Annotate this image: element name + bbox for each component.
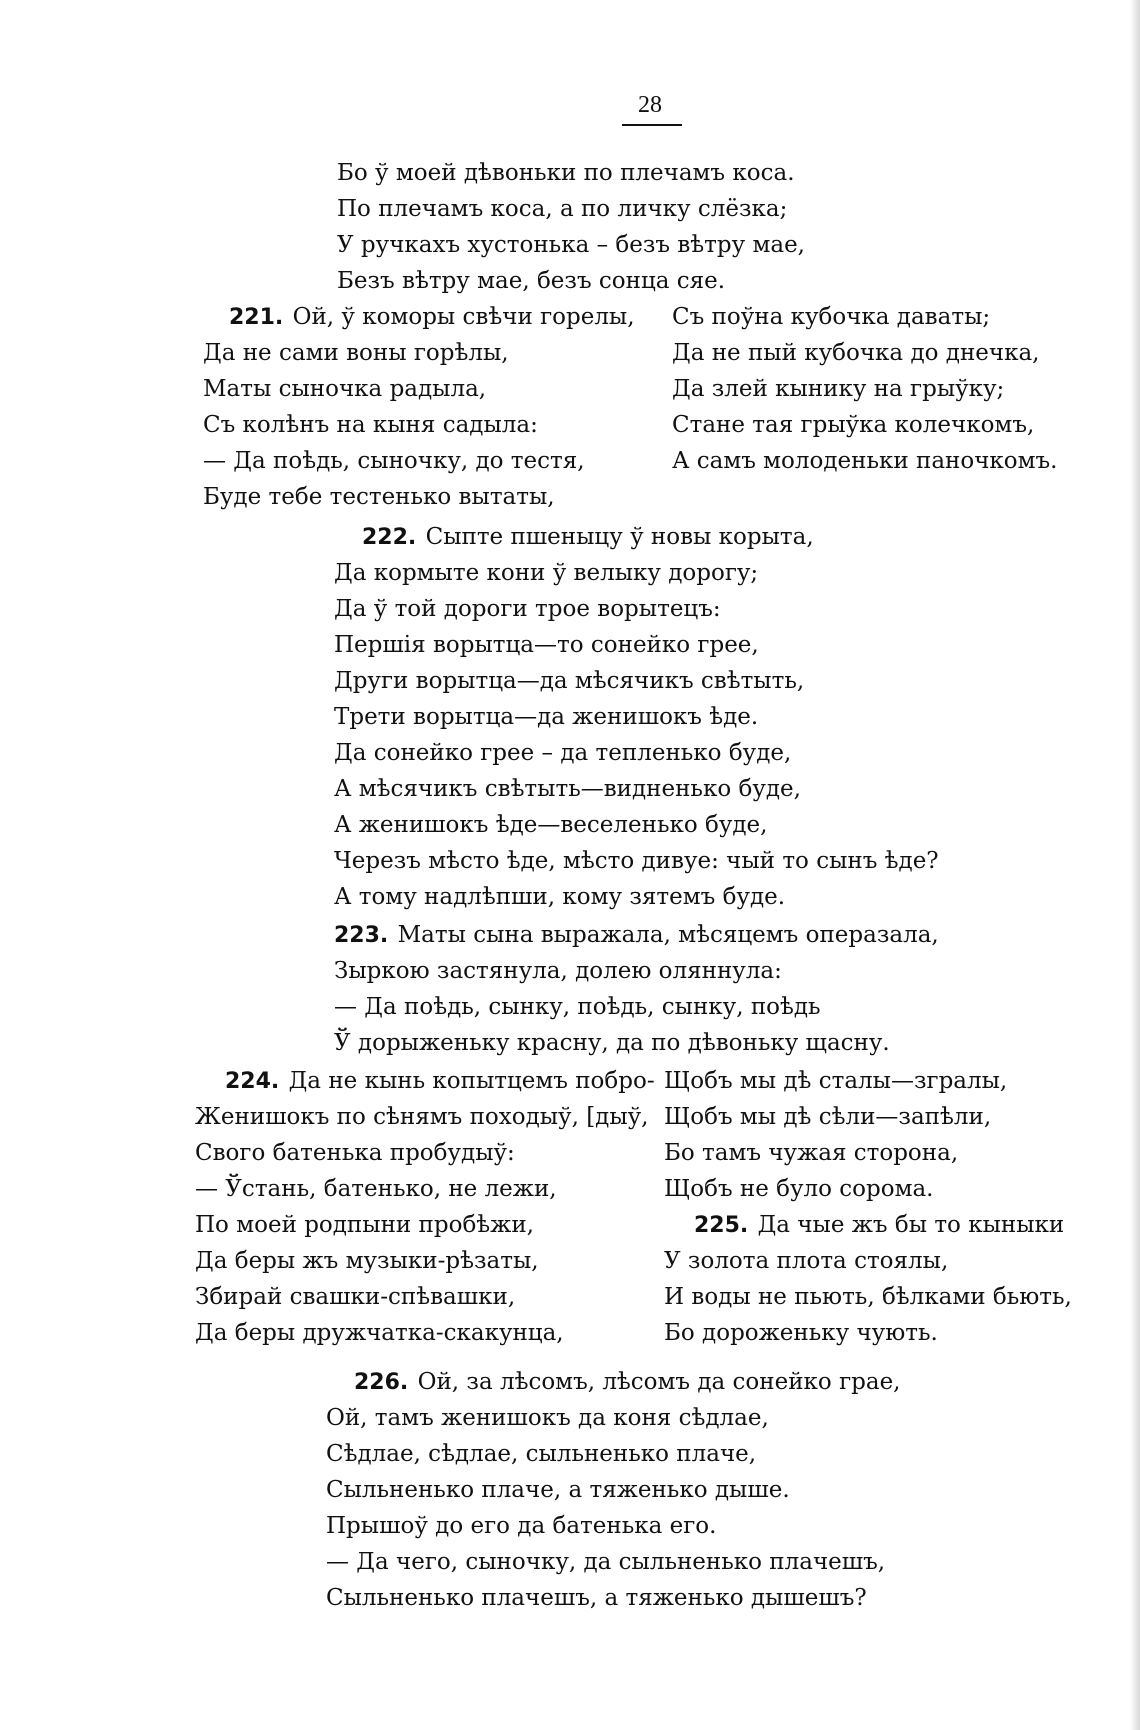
- verse-line: Ў дорыженьку красну, да по дѣвоньку щасну.: [334, 1030, 890, 1056]
- verse-line: Съ поўна кубочка даваты;: [672, 304, 991, 330]
- verse-line: — Ўстань, батенько, не лежи,: [195, 1176, 557, 1202]
- verse-line: [694, 1207, 1072, 1243]
- verse-line: [354, 1364, 901, 1400]
- verse-line: Щобъ не було сорома.: [664, 1176, 934, 1202]
- verse-line: Безъ вѣтру мае, безъ сонца сяе.: [337, 268, 726, 294]
- verse-line: Сѣдлае, сѣдлае, сыльненько плаче,: [326, 1441, 757, 1467]
- song-224-right-column: [664, 1063, 1072, 1351]
- song-221-right-column: [672, 299, 1057, 479]
- verse-line: Бо ў моей дѣвоньки по плечамъ коса.: [337, 160, 795, 186]
- verse-line: — Да поѣдь, сынку, поѣдь, сынку, поѣдь: [334, 994, 821, 1020]
- verse-text: Сыпте пшеныцу ў новы корыта,: [425, 524, 814, 550]
- song-number: 226.: [354, 1370, 409, 1395]
- song-number: 223.: [334, 923, 389, 948]
- verse-line: Да злей кынику на грыўку;: [672, 376, 1005, 402]
- verse-line: Ой, тамъ женишокъ да коня сѣдлае,: [326, 1405, 769, 1431]
- verse-line: [362, 519, 939, 555]
- verse-line: Щобъ мы дѣ сѣли—запѣли,: [664, 1104, 992, 1130]
- verse-line: — Да поѣдь, сыночку, до тестя,: [203, 448, 585, 474]
- verse-line: — Да чего, сыночку, да сыльненько плачешъ,: [326, 1549, 886, 1575]
- verse-line: И воды не пьють, бѣлками бьють,: [664, 1284, 1072, 1310]
- verse-line: Други ворытца—да мѣсячикъ свѣтыть,: [334, 668, 805, 694]
- verse-line: Да сонейко грее – да тепленько буде,: [334, 740, 792, 766]
- verse-line: Збирай свашки-спѣвашки,: [195, 1284, 516, 1310]
- song-number: 221.: [229, 305, 284, 330]
- verse-line: Женишокъ по сѣнямъ походыў, [дыў,: [195, 1104, 649, 1130]
- verse-line: Черезъ мѣсто ѣде, мѣсто дивуе: чый то сынъ ѣде?: [334, 848, 939, 874]
- song-226: [326, 1364, 901, 1616]
- song-number: 225.: [694, 1213, 749, 1238]
- song-220-tail: [337, 155, 805, 299]
- verse-line: Зыркою застянула, долею оляннула:: [334, 958, 782, 984]
- verse-line: А женишокъ ѣде—веселенько буде,: [334, 812, 768, 838]
- verse-line: Сыльненько плачешъ, а тяженько дышешъ?: [326, 1585, 867, 1611]
- verse-line: А тому надлѣпши, кому зятемъ буде.: [334, 884, 786, 910]
- song-222: [334, 519, 939, 915]
- verse-line: Да беры дружчатка-скакунца,: [195, 1320, 564, 1346]
- verse-line: Стане тая грыўка колечкомъ,: [672, 412, 1035, 438]
- verse-line: Да не сами воны горѣлы,: [203, 340, 509, 366]
- verse-line: Буде тебе тестенько вытаты,: [203, 484, 555, 510]
- verse-line: [229, 299, 635, 335]
- song-223: [334, 917, 939, 1061]
- verse-line: Съ колѣнъ на кыня садыла:: [203, 412, 538, 438]
- verse-line: У ручкахъ хустонька – безъ вѣтру мае,: [337, 232, 805, 258]
- verse-line: Да не пый кубочка до днечка,: [672, 340, 1040, 366]
- page-number-rule: [622, 124, 682, 126]
- verse-text: Ой, ў коморы свѣчи горелы,: [292, 304, 635, 330]
- verse-text: Да не кынь копытцемъ побро-: [288, 1068, 655, 1094]
- verse-text: Ой, за лѣсомъ, лѣсомъ да сонейко грае,: [417, 1369, 901, 1395]
- verse-line: Бо тамъ чужая сторона,: [664, 1140, 959, 1166]
- verse-line: По моей родпыни пробѣжи,: [195, 1212, 534, 1238]
- verse-line: [225, 1063, 655, 1099]
- verse-text: Маты сына выражала, мѣсяцемъ операзала,: [397, 922, 939, 948]
- page-number: 28: [638, 92, 662, 118]
- verse-line: [334, 917, 939, 953]
- verse-line: По плечамъ коса, а по личку слёзка;: [337, 196, 788, 222]
- verse-line: У золота плота стоялы,: [664, 1248, 949, 1274]
- verse-line: Бо дороженьку чують.: [664, 1320, 938, 1346]
- verse-line: Щобъ мы дѣ сталы—згралы,: [664, 1068, 1008, 1094]
- song-number: 222.: [362, 525, 417, 550]
- page-edge-shadow: [1130, 0, 1140, 1730]
- verse-line: Да ў той дороги трое ворытецъ:: [334, 596, 721, 622]
- verse-text: Да чые жъ бы то кыныки: [757, 1212, 1065, 1238]
- verse-line: Да беры жъ музыки-рѣзаты,: [195, 1248, 539, 1274]
- song-221-left-column: [203, 299, 635, 515]
- song-number: 224.: [225, 1069, 280, 1094]
- verse-line: А мѣсячикъ свѣтыть—видненько буде,: [334, 776, 801, 802]
- song-224-left-column: [195, 1063, 655, 1351]
- verse-line: Сыльненько плаче, а тяженько дыше.: [326, 1477, 790, 1503]
- verse-line: Маты сыночка радыла,: [203, 376, 487, 402]
- verse-line: Свого батенька пробудыў:: [195, 1140, 515, 1166]
- verse-line: Першія ворытца—то сонейко грее,: [334, 632, 759, 658]
- verse-line: Да кормыте кони ў велыку дорогу;: [334, 560, 759, 586]
- verse-line: А самъ молоденьки паночкомъ.: [672, 448, 1058, 474]
- verse-line: Прышоў до его да батенька его.: [326, 1513, 717, 1539]
- verse-line: Трети ворытца—да женишокъ ѣде.: [334, 704, 759, 730]
